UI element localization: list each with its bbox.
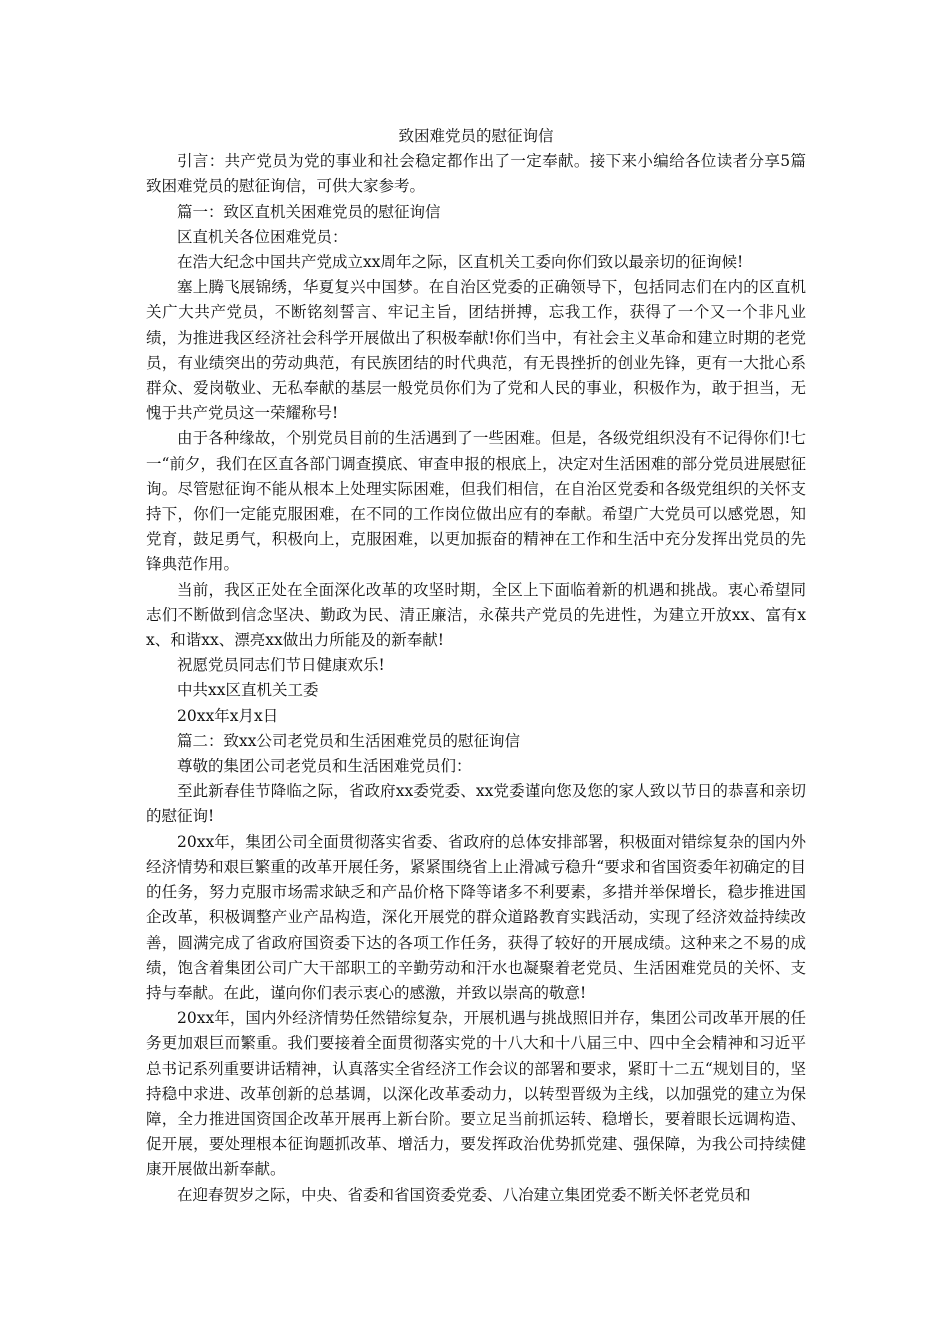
paragraph: 在浩大纪念中国共产党成立xx周年之际，区直机关工委向你们致以最亲切的征询候! bbox=[177, 253, 744, 272]
paragraph-intro: 引言：共产党员为党的事业和社会稳定都作出了一定奉献。接下来小编给各位读者分享5篇致困难党员的慰征询信，可供大家参考。 bbox=[146, 152, 806, 196]
paragraph: 塞上腾飞展锦绣，华夏复兴中国梦。在自治区党委的正确领导下，包括同志们在内的区直机关广大共产党员，不断铭刻誓言、牢记主旨，团结拼搏，忘我工作，获得了一个又一个非凡业绩，为推进我区经济社会科学开展做出了积极奉献!你们当中，有社会主义革命和建立时期的老党员，有业绩突出的劳动典范，有民族团结的时代典范，有无畏挫折的创业先锋，更有一大批心系群众、爱岗敬业、无私奉献的基层一般党员你们为了党和人民的事业，积极作为，敢于担当，无愧于共产党员这一荣耀称号! bbox=[146, 278, 806, 423]
paragraph: 由于各种缘故，个别党员目前的生活遇到了一些困难。但是，各级党组织没有不记得你们!七一“前夕，我们在区直各部门调查摸底、审查申报的根底上，决定对生活困难的部分党员进展慰征询。尽管慰征询不能从根本上处理实际困难，但我们相信，在自治区党委和各级党组织的关怀支持下，你们一定能克服困难，在不同的工作岗位做出应有的奉献。希望广大党员可以感党恩，知党育，鼓足勇气，积极向上，克服困难，以更加振奋的精神在工作和生活中充分发挥出党员的先锋典范作用。 bbox=[146, 429, 806, 574]
section-heading-1: 篇一：致区直机关困难党员的慰征询信 bbox=[177, 202, 441, 221]
document-body bbox=[146, 124, 806, 1208]
paragraph: 在迎春贺岁之际，中央、省委和省国资委党委、八冶建立集团党委不断关怀老党员和 bbox=[177, 1185, 751, 1204]
signature-date: 20xx年x月x日 bbox=[177, 706, 279, 725]
paragraph: 至此新春佳节降临之际，省政府xx委党委、xx党委谨向您及您的家人致以节日的恭喜和亲切的慰征询! bbox=[146, 782, 806, 826]
document-title: 致困难党员的慰征询信 bbox=[398, 127, 554, 145]
paragraph: 20xx年，集团公司全面贯彻落实省委、省政府的总体安排部署，积极面对错综复杂的国内外经济情势和艰巨繁重的改革开展任务，紧紧围绕省上止滑减亏稳升“要求和省国资委年初确定的目的任务，努力克服市场需求缺乏和产品价格下降等诸多不利要素，多措并举保增长，稳步推进国企改革，积极调整产业产品构造，深化开展党的群众道路教育实践活动，实现了经济效益持续改善，圆满完成了省政府国资委下达的各项工作任务，获得了较好的开展成绩。这种来之不易的成绩，饱含着集团公司广大干部职工的辛勤劳动和汗水也凝聚着老党员、生活困难党员的关怀、支持与奉献。在此，谨向你们表示衷心的感激，并致以崇高的敬意! bbox=[146, 832, 806, 1002]
salutation-2: 尊敬的集团公司老党员和生活困难党员们： bbox=[177, 757, 472, 776]
section-heading-2: 篇二：致xx公司老党员和生活困难党员的慰征询信 bbox=[177, 731, 520, 750]
closing-wish: 祝愿党员同志们节日健康欢乐! bbox=[177, 656, 385, 675]
salutation-1: 区直机关各位困难党员： bbox=[177, 227, 348, 246]
paragraph: 20xx年，国内外经济情势任然错综复杂，开展机遇与挑战照旧并存，集团公司改革开展的任务更加艰巨而繁重。我们要接着全面贯彻落实党的十八大和十八届三中、四中全会精神和习近平总书记系列重要讲话精神，认真落实全省经济工作会议的部署和要求，紧盯十二五“规划目的，坚持稳中求进、改革创新的总基调，以深化改革委动力，以转型晋级为主线，以加强党的建立为保障，全力推进国资国企改革开展再上新台阶。要立足当前抓运转、稳增长，要着眼长远调构造、促开展，要处理根本征询题抓改革、增活力，要发挥政治优势抓党建、强保障，为我公司持续健康开展做出新奉献。 bbox=[146, 1009, 806, 1179]
signature-org: 中共xx区直机关工委 bbox=[177, 681, 319, 700]
paragraph: 当前，我区正处在全面深化改革的攻坚时期，全区上下面临着新的机遇和挑战。衷心希望同志们不断做到信念坚决、勤政为民、清正廉洁，永葆共产党员的先进性，为建立开放xx、富有xx、和谐xx、漂亮xx做出力所能及的新奉献! bbox=[146, 580, 806, 650]
